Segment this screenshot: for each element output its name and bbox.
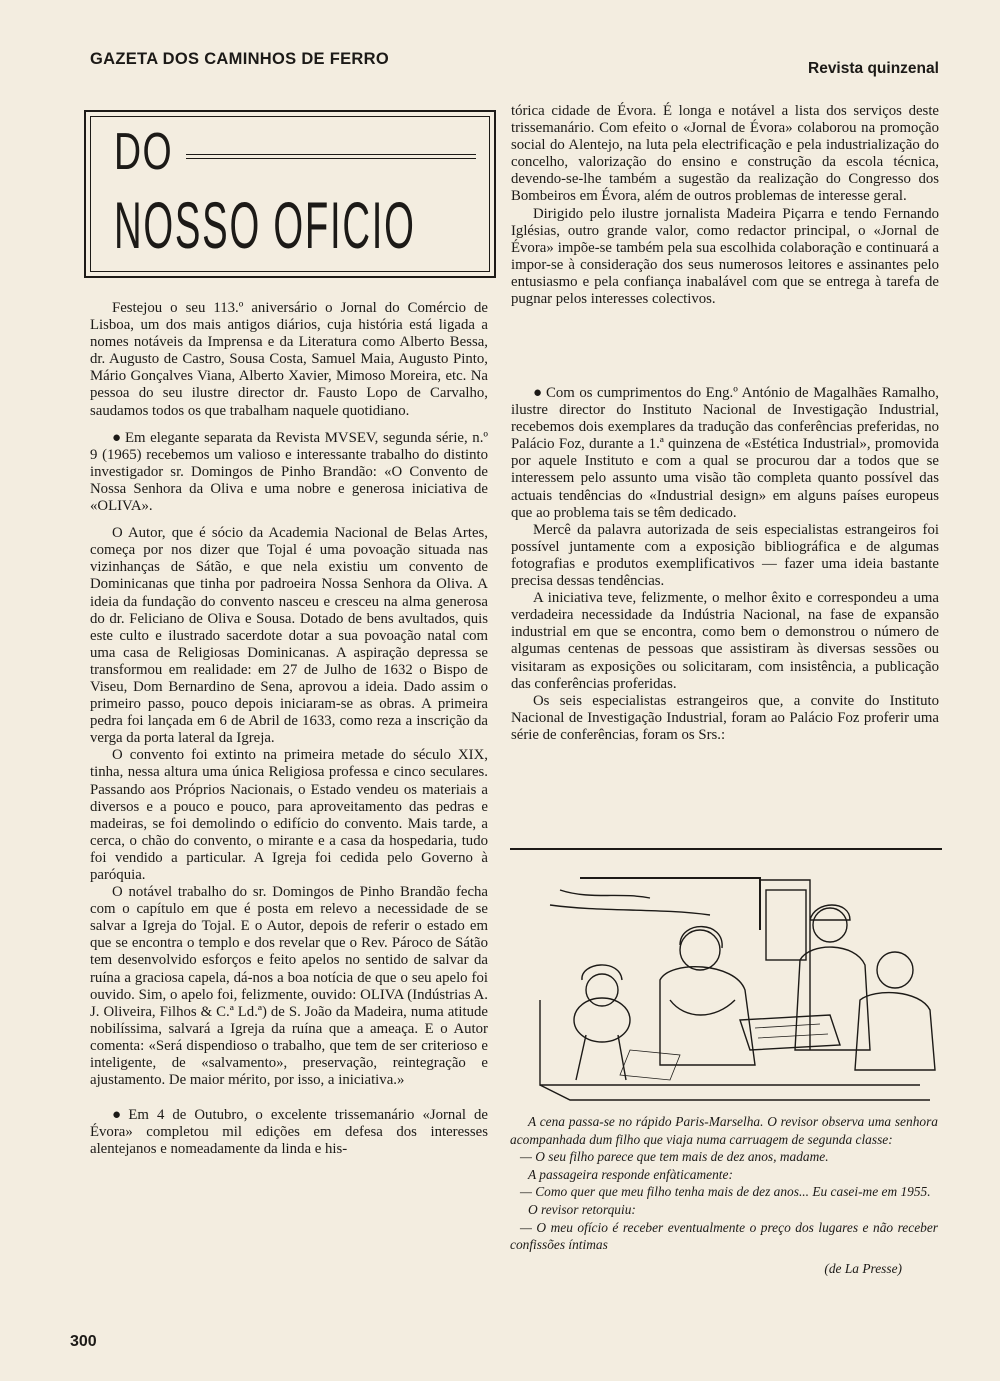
caption-line: — O seu filho parece que tem mais de dez anos, madame. <box>520 1149 829 1165</box>
paragraph: O convento foi extinto na primeira metade do século XIX, tinha, nessa altura uma única Religiosa professa e cinco seculares. Passando aos Próprios Nacionais, o Estado vendeu os materiais a diversos e a pouco e pouco, para aproveitamento das pedras e madeiras, se foi demolindo o edifício do convento. Mais tarde, a cerca, o chão do convento, o mirante e a casa da hospedaria, tudo foi vendido a particular. A Igreja foi cedida pelo Governo à paróquia. <box>90 747 488 883</box>
paragraph: Dirigido pelo ilustre jornalista Madeira Piçarra e tendo Fernando Iglésias, outro grande valor, como redactor principal, o «Jornal de Évora» impõe-se também pela sua escolhida colaboração e continuará a impor-se à consideração dos seus numerosos leitores e assinantes pelo entusiasmo e pela confiança inabalável com que se entrega à tarefa de pugnar pelos interesses colectivos. <box>511 205 939 308</box>
right-column-bottom <box>511 385 939 744</box>
bullet-icon: ● <box>112 429 122 446</box>
page-number: 300 <box>70 1333 97 1350</box>
caption-line: A passageira responde enfàticamente: <box>528 1166 733 1182</box>
section-title-box <box>84 110 496 278</box>
bullet-icon: ● <box>112 1107 126 1124</box>
paragraph-text: Em elegante separata da Revista MVSEV, segunda série, n.º 9 (1965) recebemos um valioso e interessante trabalho do distinto investigador sr. Domingos de Pinho Brandão: «O Convento de Nossa Senhora da Oliva e uma nobre e generosa iniciativa de «OLIVA». <box>90 429 488 515</box>
paragraph <box>90 1107 488 1158</box>
paragraph: Mercê da palavra autorizada de seis especialistas estrangeiros foi possível juntamente com a exposição bibliográfica e de algumas fotografias e produtos exemplificativos — fazer uma ideia bastante precisa dessas tendências. <box>511 521 939 590</box>
section-title-line2: NOSSO OFICIO <box>114 188 416 262</box>
paragraph <box>90 430 488 515</box>
magazine-subtitle: Revista quinzenal <box>808 60 939 77</box>
paragraph: Os seis especialistas estrangeiros que, a convite do Instituto Nacional de Investigação Industrial, foram ao Palácio Foz proferir uma série de conferências, foram os Srs.: <box>511 692 939 743</box>
left-column <box>90 300 488 1169</box>
paragraph: tórica cidade de Évora. É longa e notável a lista dos serviços deste trissemanário. Com efeito o «Jornal de Évora» colaborou na promoção social do Alentejo, na luta pela electrificação e pela industrialização do concelho, valorização do ensino e construção da escola técnica, devendo-se-lhe também a sugestão da realização do Congresso dos Bombeiros em Évora, além de outros problemas de interesse geral. <box>511 103 939 205</box>
bullet-icon: ● <box>533 385 543 401</box>
caption-line: A cena passa-se no rápido Paris-Marselha. O revisor observa uma senhora acompanhada dum filho que viaja numa carruagem de segunda classe: <box>510 1114 938 1147</box>
paragraph: O notável trabalho do sr. Domingos de Pinho Brandão fecha com o capítulo em que é posta em relevo a necessidade de se salvar a Igreja do Tojal. E o Autor, depois de referir o estado em que se encontra o templo e dos revelar que o Rev. Pároco de Sátão tem desenvolvido esforços e feito apelos no sentido de salvar da ruína a graciosa capela, dá-nos a boa notícia de que o seu apelo foi ouvido. Sim, o apelo foi, felizmente, ouvido: OLIVA (Indústrias A. J. Oliveira, Filhos & C.ª Ld.ª) de S. João da Madeira, numa atitude nobilíssima, salvará a Igreja da ruína que a ameaça. E o Autor comenta: «Será dispendioso o trabalho, que tem de ser criterioso e inteligente, de «salvamento», preservação, reintegração e ajustamento. De maior mérito, por isso, a iniciativa.» <box>90 884 488 1089</box>
caption-line: — Como quer que meu filho tenha mais de dez anos... Eu casei-me em 1955. <box>520 1184 931 1200</box>
caption-source: (de La Presse) <box>824 1260 902 1276</box>
title-rule <box>186 158 476 159</box>
right-column-top <box>511 103 939 308</box>
section-title-line1: DO <box>114 123 174 181</box>
title-rule <box>186 154 476 155</box>
paragraph: O Autor, que é sócio da Academia Nacional de Belas Artes, começa por nos dizer que Tojal é uma povoação situada nas vizinhanças de Sátão, e que nela existiu um convento de Dominicanas que tinha por padroeira Nossa Senhora da Oliva. A ideia da fundação do convento nasceu e cresceu na alma generosa do dr. Feliciano de Oliva e Sousa. Dotado de bens avultados, quis este culto e ilustrado sacerdote dotar a sua povoação natal com uma casa de Religiosas Dominicanas. A aspiração depressa se transformou em realidade: em 27 de Julho de 1632 o Bispo de Viseu, Dom Bernardino de Sena, aprovou a ideia. Dado assim o primeiro passo, pouco depois iniciaram-se as obras. A primeira pedra foi lançada em 6 de Abril de 1633, como reza a inscrição da verga da porta lateral da Igreja. <box>90 525 488 747</box>
paragraph <box>511 385 939 522</box>
paragraph: Festejou o seu 113.º aniversário o Jornal do Comércio de Lisboa, um dos mais antigos diários, cuja história está ligada a nomes notáveis da Imprensa e da Literatura como Alberto Bessa, dr. Augusto de Castro, Sousa Costa, Samuel Maia, Augusto Pinto, Mário Gonçalves Viana, Alberto Xavier, Mimoso Moreira, etc. Na pessoa do seu ilustre director dr. Fausto Lopo de Carvalho, saudamos todos os que trabalham naquele quotidiano. <box>90 300 488 419</box>
train-compartment-drawing <box>510 850 942 1112</box>
paragraph: A iniciativa teve, felizmente, o melhor êxito e correspondeu a uma verdadeira necessidade da Indústria Nacional, na fase de expansão industrial em que se encontra, como bem o demonstrou o número de algumas centenas de pessoas que assistiram às diversas sessões ou visitaram as exposições ou solicitaram, com insistência, a publicação das conferências proferidas. <box>511 590 939 692</box>
paragraph-text: Com os cumprimentos do Eng.º António de Magalhães Ramalho, ilustre director do Instituto Nacional de Investigação Industrial, recebemos dois exemplares da tradução das conferências preferidas, no Palácio Foz, durante a 1.ª quinzena de «Estética Industrial», promovida por aquele Instituto e com a qual se procurou dar a todos que se interessem pelo assunto uma visão tão completa quanto possível das actuais tendências do «Industrial design» em alguns países europeus que ao problema tais se têm dedicado. <box>511 385 940 521</box>
cartoon-illustration <box>510 848 942 1112</box>
caption-line: — O meu ofício é receber eventualmente o preço dos lugares e não receber confissões íntimas <box>510 1219 938 1253</box>
cartoon-caption <box>510 1113 938 1277</box>
magazine-title: GAZETA DOS CAMINHOS DE FERRO <box>90 50 389 68</box>
paragraph-text: Em 4 de Outubro, o excelente trissemanário «Jornal de Évora» completou mil edições em defesa dos interesses alentejanos e nomeadamente da linda e his- <box>90 1107 488 1158</box>
caption-line: O revisor retorquiu: <box>528 1201 636 1217</box>
